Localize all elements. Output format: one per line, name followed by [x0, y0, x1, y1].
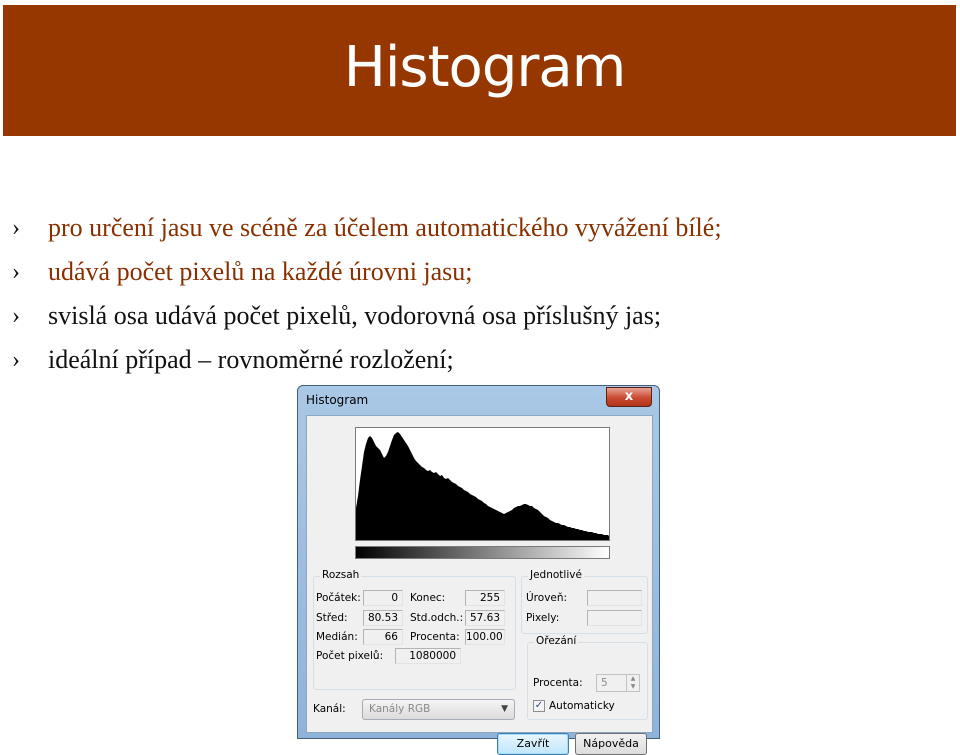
slide-title: Histogram	[343, 35, 626, 100]
stddev-label: Std.odch.:	[410, 612, 464, 624]
end-label: Konec:	[410, 592, 446, 604]
chevron-down-icon: ▼	[501, 704, 508, 714]
single-group-label: Jednotlivé	[530, 569, 582, 581]
pixel-count-value: 1080000	[395, 648, 461, 664]
slide-header	[3, 5, 956, 136]
clip-group-label: Ořezání	[536, 635, 577, 647]
bullet-list	[10, 206, 950, 382]
mean-label: Střed:	[316, 612, 348, 624]
bullet-item	[10, 294, 950, 338]
bullet-text: pro určení jasu ve scéně za účelem automatického vyvážení bílé;	[48, 213, 722, 242]
chevron-down-icon[interactable]: ▼	[626, 683, 639, 691]
median-label: Medián:	[316, 631, 358, 643]
pixel-count-label: Počet pixelů:	[316, 650, 384, 662]
bullet-mark: ›	[12, 215, 20, 241]
pixels-value	[587, 610, 642, 626]
end-value: 255	[465, 590, 505, 606]
histogram-graph	[356, 428, 609, 540]
mean-value: 80.53	[363, 610, 403, 626]
auto-checkbox[interactable]: ✓	[534, 700, 544, 711]
bullet-item	[10, 206, 950, 250]
auto-label: Automaticky	[549, 700, 615, 712]
close-button[interactable]: Zavřít	[497, 733, 569, 755]
histogram-plot	[355, 427, 610, 541]
bullet-mark: ›	[12, 303, 20, 329]
bullet-text: ideální případ – rovnoměrné rozložení;	[48, 345, 454, 374]
bullet-text: svislá osa udává počet pixelů, vodorovná osa příslušný jas;	[48, 301, 662, 330]
dialog-body	[306, 415, 653, 750]
clip-percent-value: 5	[601, 677, 608, 689]
channel-select[interactable]	[362, 699, 515, 720]
clip-percent-stepper[interactable]	[596, 674, 640, 692]
start-label: Počátek:	[316, 592, 361, 604]
bullet-item	[10, 250, 950, 294]
bullet-item	[10, 338, 950, 382]
stddev-value: 57.63	[465, 610, 505, 626]
percent-value: 100.00	[465, 629, 505, 645]
help-button[interactable]: Nápověda	[575, 733, 647, 755]
histogram-area	[356, 432, 609, 540]
median-value: 66	[363, 629, 403, 645]
percent-label: Procenta:	[410, 631, 460, 643]
dialog-title: Histogram	[306, 393, 369, 407]
start-value: 0	[363, 590, 403, 606]
channel-select-value: Kanály RGB	[369, 703, 431, 715]
histogram-dialog	[297, 385, 660, 750]
bullet-mark: ›	[12, 347, 20, 373]
brightness-gradient-bar	[355, 546, 610, 559]
close-icon[interactable]: x	[606, 387, 652, 407]
level-label: Úroveň:	[526, 592, 568, 604]
level-value	[587, 590, 642, 606]
pixels-label: Pixely:	[526, 612, 560, 624]
chevron-up-icon[interactable]: ▲	[626, 675, 639, 683]
range-group-label: Rozsah	[322, 569, 360, 581]
bullet-text: udává počet pixelů na každé úrovni jasu;	[48, 257, 473, 286]
bullet-mark: ›	[12, 259, 20, 285]
clip-percent-label: Procenta:	[533, 677, 583, 689]
channel-label: Kanál:	[313, 703, 346, 715]
